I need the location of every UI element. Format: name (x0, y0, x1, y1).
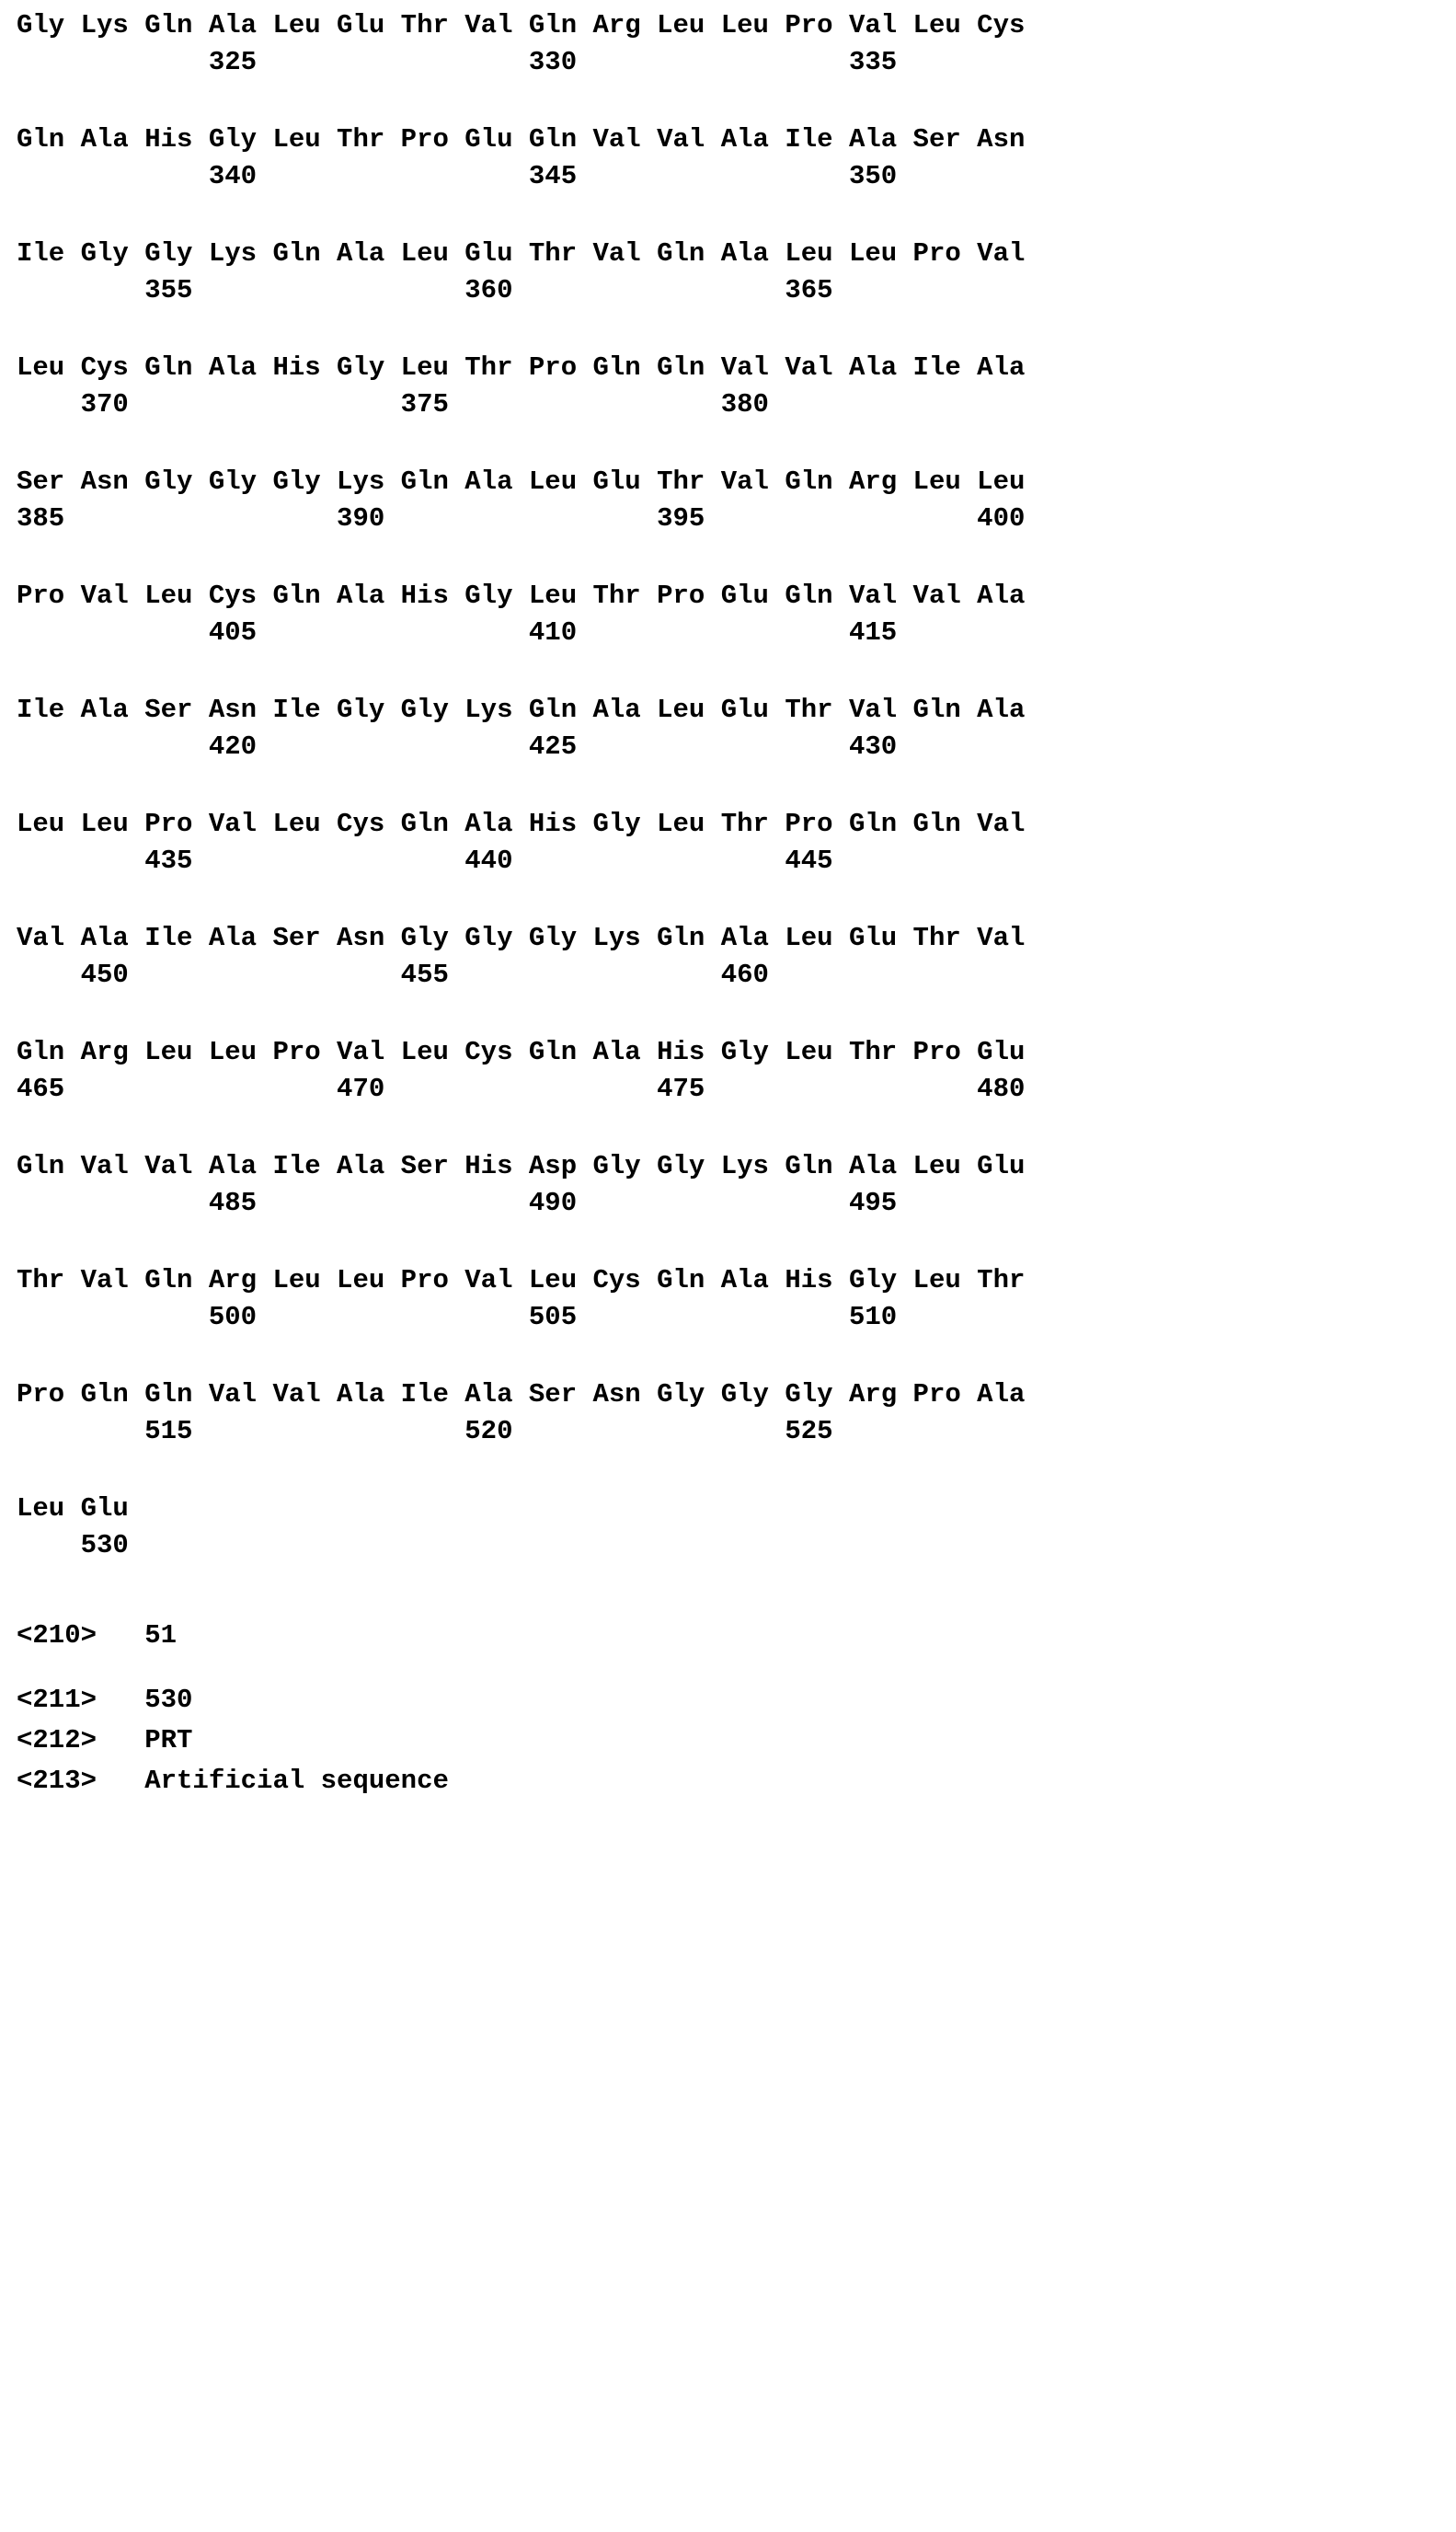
residue-number-line: 435 440 445 (17, 846, 833, 876)
sequence-block (0, 580, 1456, 650)
sequence-tags-container (0, 1616, 1456, 1801)
residue-line: Pro Gln Gln Val Val Ala Ile Ala Ser Asn Gly Gly Gly Arg Pro Ala (17, 1379, 1026, 1410)
residue-number-line: 355 360 365 (17, 275, 833, 305)
residue-number-line: 530 (17, 1530, 129, 1560)
sequence-tag-line: <210> 51 (17, 1620, 178, 1651)
residue-line: Leu Leu Pro Val Leu Cys Gln Ala His Gly Leu Thr Pro Gln Gln Val (17, 809, 1026, 839)
sequence-block (0, 351, 1456, 421)
residue-number-line: 500 505 510 (17, 1302, 898, 1332)
residue-line: Leu Cys Gln Ala His Gly Leu Thr Pro Gln Gln Val Val Ala Ile Ala (17, 352, 1026, 383)
residue-line: Ile Ala Ser Asn Ile Gly Gly Lys Gln Ala Leu Glu Thr Val Gln Ala (17, 695, 1026, 725)
residue-line: Pro Val Leu Cys Gln Ala His Gly Leu Thr Pro Glu Gln Val Val Ala (17, 581, 1026, 611)
sequence-tag-line: <213> Artificial sequence (17, 1766, 449, 1796)
sequence-block (0, 466, 1456, 535)
residue-number-line: 325 330 335 (17, 47, 898, 77)
sequence-blocks-container (0, 9, 1456, 1562)
residue-number-line: 515 520 525 (17, 1416, 833, 1446)
sequence-block (0, 1378, 1456, 1448)
residue-line: Leu Glu (17, 1493, 129, 1524)
residue-number-line: 465 470 475 480 (17, 1074, 1026, 1104)
sequence-block (0, 1492, 1456, 1562)
sequence-block (0, 9, 1456, 79)
residue-line: Gln Arg Leu Leu Pro Val Leu Cys Gln Ala His Gly Leu Thr Pro Glu (17, 1037, 1026, 1067)
sequence-block (0, 123, 1456, 193)
residue-number-line: 370 375 380 (17, 389, 769, 420)
sequence-block (0, 1036, 1456, 1106)
sequence-tag-line: <212> PRT (17, 1725, 193, 1755)
residue-line: Gln Ala His Gly Leu Thr Pro Glu Gln Val Val Ala Ile Ala Ser Asn (17, 124, 1026, 155)
sequence-block (0, 1264, 1456, 1334)
residue-number-line: 405 410 415 (17, 617, 898, 648)
residue-number-line: 385 390 395 400 (17, 503, 1026, 534)
residue-line: Gln Val Val Ala Ile Ala Ser His Asp Gly Gly Lys Gln Ala Leu Glu (17, 1151, 1026, 1181)
sequence-block (0, 237, 1456, 307)
sequence-block (0, 1150, 1456, 1220)
residue-number-line: 485 490 495 (17, 1188, 898, 1218)
sequence-block (0, 694, 1456, 764)
sequence-block (0, 808, 1456, 878)
residue-line: Ile Gly Gly Lys Gln Ala Leu Glu Thr Val Gln Ala Leu Leu Pro Val (17, 238, 1026, 269)
residue-line: Val Ala Ile Ala Ser Asn Gly Gly Gly Lys Gln Ala Leu Glu Thr Val (17, 923, 1026, 953)
residue-line: Thr Val Gln Arg Leu Leu Pro Val Leu Cys Gln Ala His Gly Leu Thr (17, 1265, 1026, 1295)
residue-number-line: 420 425 430 (17, 731, 898, 762)
residue-line: Gly Lys Gln Ala Leu Glu Thr Val Gln Arg Leu Leu Pro Val Leu Cys (17, 10, 1026, 40)
residue-number-line: 340 345 350 (17, 161, 898, 191)
residue-number-line: 450 455 460 (17, 960, 769, 990)
sequence-tag-line: <211> 530 (17, 1685, 193, 1715)
sequence-block (0, 922, 1456, 992)
residue-line: Ser Asn Gly Gly Gly Lys Gln Ala Leu Glu Thr Val Gln Arg Leu Leu (17, 466, 1026, 497)
